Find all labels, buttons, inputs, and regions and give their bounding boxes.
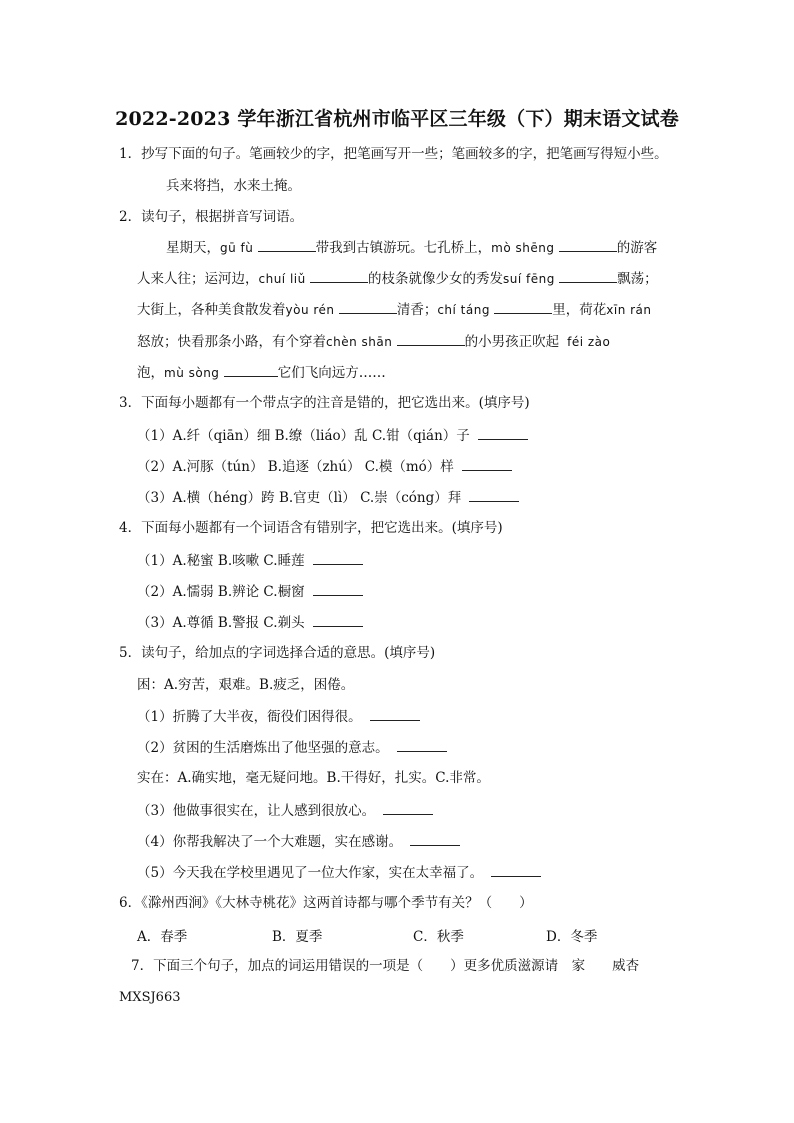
q3-item-1 (137, 425, 528, 446)
q6-option-c[interactable]: C．秋季 (413, 929, 464, 945)
q4-item-text: （2）A.懦弱 B.辨论 C.橱窗 (137, 584, 305, 600)
q2-text: 星期天， (166, 240, 220, 256)
pinyin: yòu rén (285, 303, 335, 317)
q1-stem: 1．抄写下面的句子。笔画较少的字，把笔画写开一些；笔画较多的字，把笔画写得短小些。 (119, 146, 668, 162)
q5-item-text: （3）他做事很实在，让人感到很放心。 (137, 803, 376, 819)
answer-blank[interactable] (462, 456, 512, 471)
q2-text: 的小男孩正吹起 (464, 334, 560, 350)
q6-option-d[interactable]: D．冬季 (546, 929, 598, 945)
answer-blank[interactable] (224, 362, 278, 377)
q2-line-1 (166, 237, 657, 258)
q3-item-2 (137, 456, 512, 477)
q4-item-text: （1）A.秘蜜 B.咳嗽 C.睡莲 (137, 553, 305, 569)
q4-item-1 (137, 550, 363, 571)
answer-blank[interactable] (383, 800, 433, 815)
answer-blank[interactable] (310, 268, 368, 283)
q2-text: 带我到古镇游玩。七孔桥上， (315, 240, 492, 256)
answer-blank[interactable] (478, 425, 528, 440)
q3-item-text: （2）A.河豚（tún） B.追逐（zhú） C.模（mó）样 (137, 459, 454, 475)
q2-text: 的游客 (616, 240, 658, 256)
q4-item-text: （3）A.尊循 B.警报 C.剃头 (137, 615, 305, 631)
q2-line-5 (137, 362, 386, 383)
answer-blank[interactable] (313, 612, 363, 627)
q2-text: 人来人往；运河边， (137, 271, 259, 287)
q5-definition-1: 困：A.穷苦，艰难。B.疲乏，困倦。 (137, 677, 355, 693)
q5-definition-2: 实在：A.确实地，毫无疑问地。B.干得好，扎实。C.非常。 (137, 770, 490, 786)
q3-item-text: （1）A.纤（qiān）细 B.缭（liáo）乱 C.钳（qián）子 (137, 428, 470, 444)
q7-stem: 7．下面三个句子，加点的词运用错误的一项是（ ）更多优质滋源请 家 威杏 (131, 958, 640, 974)
answer-blank[interactable] (494, 299, 552, 314)
q6-option-a[interactable]: A．春季 (137, 929, 188, 945)
q2-line-2 (137, 268, 658, 289)
q5-item-3 (137, 800, 433, 821)
q2-line-4 (137, 331, 610, 352)
q3-item-text: （3）A.横（héng）跨 B.官吏（lì） C.崇（cóng）拜 (137, 490, 462, 506)
answer-blank[interactable] (313, 581, 363, 596)
pinyin: mù sòng (164, 366, 220, 380)
answer-blank[interactable] (559, 268, 617, 283)
q2-stem: 2．读句子，根据拼音写词语。 (119, 209, 304, 225)
q2-text: 怒放；快看那条小路，有个穿着 (137, 334, 326, 350)
q4-item-2 (137, 581, 363, 602)
q5-item-4 (137, 831, 460, 852)
q6-option-b[interactable]: B．夏季 (272, 929, 323, 945)
pinyin: chí táng (437, 303, 490, 317)
pinyin: féi zào (567, 335, 611, 349)
q4-stem: 4．下面每小题都有一个词语含有错别字，把它选出来。(填序号) (119, 520, 503, 536)
answer-blank[interactable] (397, 737, 447, 752)
answer-blank[interactable] (491, 862, 541, 877)
q5-item-text: （1）折腾了大半夜，衙役们困得很。 (137, 709, 362, 725)
page-title: 2022-2023 学年浙江省杭州市临平区三年级（下）期末语文试卷 (115, 108, 679, 130)
answer-blank[interactable] (559, 237, 617, 252)
answer-blank[interactable] (339, 299, 397, 314)
pinyin: suí fēng (503, 272, 555, 286)
answer-blank[interactable] (370, 706, 420, 721)
q2-line-3 (137, 299, 652, 320)
pinyin: chuí liǔ (258, 272, 306, 286)
q4-item-3 (137, 612, 363, 633)
q1-sentence: 兵来将挡，水来土掩。 (166, 178, 301, 194)
answer-blank[interactable] (313, 550, 363, 565)
answer-blank[interactable] (469, 487, 519, 502)
q2-text: 飘荡； (617, 271, 658, 287)
q5-item-text: （4）你帮我解决了一个大难题，实在感谢。 (137, 834, 403, 850)
answer-blank[interactable] (410, 831, 460, 846)
q2-text: 它们飞向远方…… (277, 365, 386, 381)
q6-stem: 6．《滁州西涧》《大林寺桃花》这两首诗都与哪个季节有关？（ ） (119, 895, 533, 911)
q5-item-5 (137, 862, 541, 883)
answer-blank[interactable] (397, 331, 465, 346)
q2-text: 大街上，各种美食散发着 (137, 302, 286, 318)
q5-item-2 (137, 737, 447, 758)
q5-stem: 5．读句子，给加点的字词选择合适的意思。(填序号) (119, 645, 436, 661)
q2-text: 泡， (137, 365, 164, 381)
q2-text: 清香； (396, 302, 438, 318)
q5-item-text: （2）贫困的生活磨炼出了他坚强的意志。 (137, 740, 389, 756)
q2-text: 里，荷花 (552, 302, 607, 318)
q2-text: 的枝条就像少女的秀发 (368, 271, 504, 287)
pinyin: mò shēng (491, 241, 555, 255)
pinyin: xīn rán (606, 303, 652, 317)
answer-blank[interactable] (258, 237, 316, 252)
q3-stem: 3．下面每小题都有一个带点字的注音是错的，把它选出来。(填序号) (119, 395, 530, 411)
q5-item-text: （5）今天我在学校里遇见了一位大作家，实在太幸福了。 (137, 865, 484, 881)
q5-item-1 (137, 706, 420, 727)
pinyin: chèn shān (326, 335, 393, 349)
pinyin: gū fù (220, 241, 254, 255)
q3-item-3 (137, 487, 519, 508)
footer-code: MXSJ663 (119, 990, 181, 1005)
